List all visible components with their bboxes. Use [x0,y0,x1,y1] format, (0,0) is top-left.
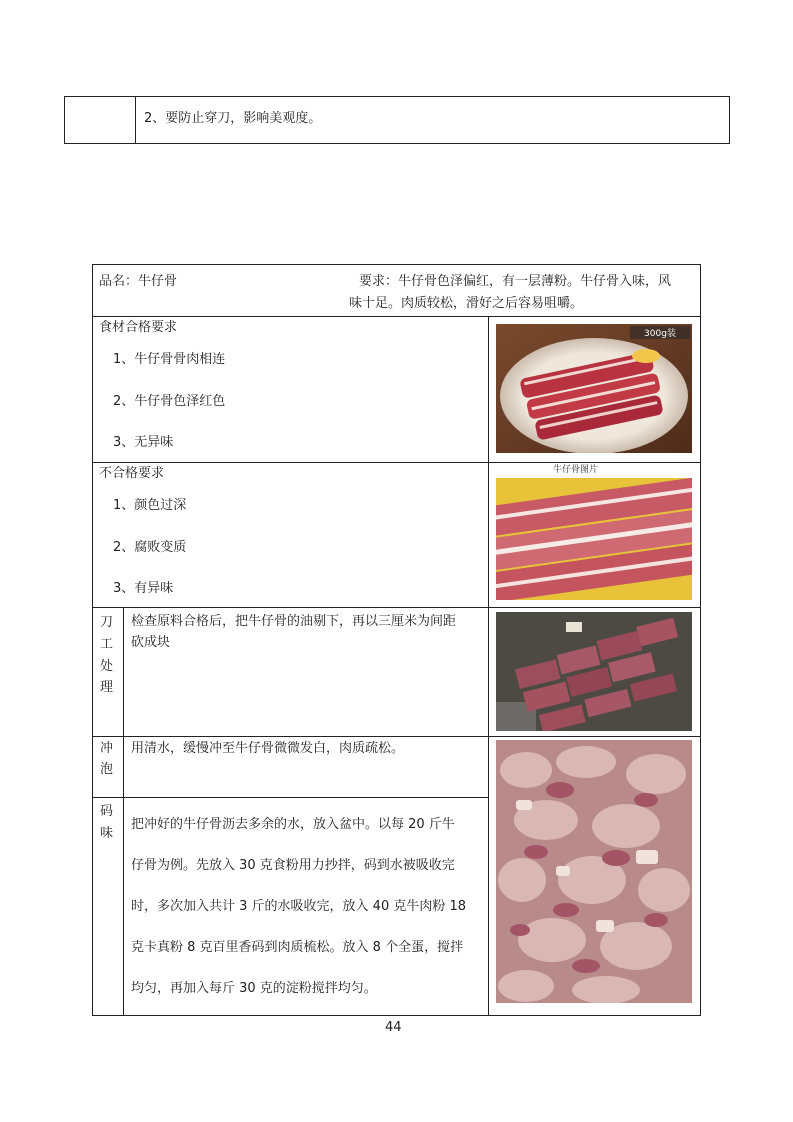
marinate-text-line: 均匀，再加入每斤 30 克的淀粉搅拌均匀。 [131,981,377,996]
marinate-text-line: 克卡真粉 8 克百里香码到肉质梳松。放入 8 个全蛋，搅拌 [131,940,464,955]
beef-ribs-plate-photo [496,324,692,453]
unqualified-item: 2、腐败变质 [113,540,187,555]
top-table-divider [135,96,136,144]
label-column-divider [123,607,124,1016]
marinate-label-char: 码 [100,804,114,819]
requirement-line-2: 味十足。肉质较松，滑好之后容易咀嚼。 [349,296,584,311]
marinate-text-line: 时，多次加入共计 3 斤的水吸收完，放入 40 克牛肉粉 18 [131,899,467,914]
row-divider-header [92,316,701,317]
marinate-text-line: 把冲好的牛仔骨沥去多余的水，放入盆中。以每 20 斤牛 [131,817,455,832]
image-caption-beef-ribs: 牛仔骨图片 [553,465,599,475]
unqualified-item: 1、颜色过深 [113,498,187,513]
top-table-bottom-border [64,143,730,144]
qualified-title: 食材合格要求 [99,320,178,335]
unqualified-item: 3、有异味 [113,581,174,596]
marinate-label-char: 味 [100,826,114,841]
recipe-table-right-border [700,264,701,1016]
rinse-label-char: 冲 [100,741,114,756]
image-column-divider [488,316,489,1016]
unqualified-title: 不合格要求 [99,466,165,481]
qualified-item: 1、牛仔骨骨肉相连 [113,352,226,367]
rinse-text: 用清水，缓慢冲至牛仔骨微微发白，肉质疏松。 [131,741,405,756]
top-table-right-border [729,96,730,144]
knife-label-char: 工 [100,637,114,652]
row-divider-knife [92,736,701,737]
image-caption-300g: 300g装 [644,329,676,339]
chopped-ribs-photo [496,612,692,731]
qualified-item: 3、无异味 [113,435,174,450]
knife-label-char: 刀 [100,615,114,630]
row-divider-rinse [92,797,488,798]
knife-label-char: 理 [100,680,114,695]
top-table-left-border [64,96,65,144]
knife-text-line: 检查原料合格后，把牛仔骨的油剔下，再以三厘米为间距 [131,614,457,629]
top-table-text: 2、要防止穿刀，影响美观度。 [144,111,322,126]
knife-label-char: 处 [100,659,114,674]
requirement-line-1: 要求：牛仔骨色泽偏红，有一层薄粉。牛仔骨入味，风 [359,274,672,289]
marinate-text-line: 仔骨为例。先放入 30 克食粉用力抄拌，码到水被吸收完 [131,858,455,873]
recipe-table-left-border [92,264,93,1016]
knife-text-line: 砍成块 [131,635,171,650]
beef-ribs-strips-photo [496,478,692,600]
recipe-table-top-border [92,264,701,265]
row-divider-qualified [92,462,701,463]
dish-name: 品名：牛仔骨 [99,274,178,289]
marinated-ribs-photo [496,740,692,1003]
qualified-item: 2、牛仔骨色泽红色 [113,394,226,409]
top-table-top-border [64,96,730,97]
page-number: 44 [385,1020,402,1035]
row-divider-unqualified [92,607,701,608]
recipe-table-bottom-border [92,1015,701,1016]
rinse-label-char: 泡 [100,762,114,777]
